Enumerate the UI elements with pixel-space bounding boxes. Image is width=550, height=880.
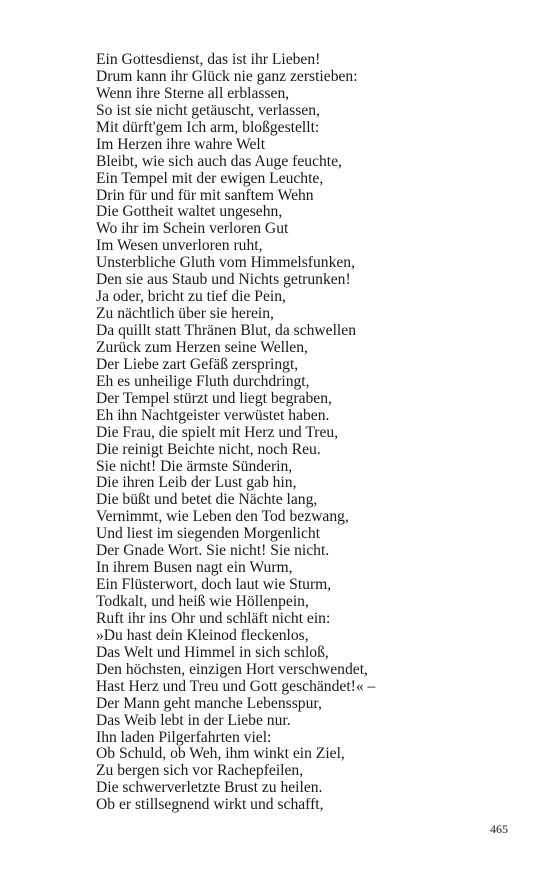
poem-line: Ruft ihr ins Ohr und schläft nicht ein: bbox=[96, 609, 331, 627]
poem-line: Hast Herz und Treu und Gott geschändet!« – bbox=[96, 677, 376, 695]
poem-line: Todkalt, und heiß wie Höllenpein, bbox=[96, 593, 309, 610]
poem-line: Drum kann ihr Glück nie ganz zerstieben: bbox=[96, 67, 358, 85]
poem-line: Mit dürft'gem Ich arm, bloßgestellt: bbox=[96, 118, 320, 136]
poem-line: Eh es unheilige Fluth durchdringt, bbox=[96, 372, 310, 390]
poem-line: Ein Flüsterwort, doch laut wie Sturm, bbox=[96, 576, 332, 594]
poem-line: Ob er stillsegnend wirkt und schafft, bbox=[96, 796, 324, 814]
poem-line: Der Gnade Wort. Sie nicht! Sie nicht. bbox=[96, 542, 330, 560]
poem-line: Die reinigt Beichte nicht, noch Reu. bbox=[96, 440, 321, 458]
poem-text bbox=[96, 52, 375, 814]
poem-line: Den sie aus Staub und Nichts getrunken! bbox=[96, 271, 351, 289]
poem-line: Ihn laden Pilgerfahrten viel: bbox=[96, 728, 272, 746]
poem-line: In ihrem Busen nagt ein Wurm, bbox=[96, 559, 293, 577]
poem-line: Ein Tempel mit der ewigen Leuchte, bbox=[96, 169, 324, 187]
poem-line: Bleibt, wie sich auch das Auge feuchte, bbox=[96, 152, 342, 170]
poem-line: Ob Schuld, ob Weh, ihm winkt ein Ziel, bbox=[96, 745, 345, 763]
poem-line: Die Gottheit waltet ungesehn, bbox=[96, 203, 283, 221]
poem-line: Die büßt und betet die Nächte lang, bbox=[96, 491, 318, 509]
poem-line: Sie nicht! Die ärmste Sünderin, bbox=[96, 457, 293, 475]
poem-line: Den höchsten, einzigen Hort verschwendet, bbox=[96, 660, 368, 678]
poem-line: Eh ihn Nachtgeister verwüstet haben. bbox=[96, 406, 330, 424]
poem-line: Unsterbliche Gluth vom Himmelsfunken, bbox=[96, 254, 355, 272]
page-number: 465 bbox=[490, 822, 508, 836]
poem-line: »Du hast dein Kleinod fleckenlos, bbox=[96, 626, 309, 644]
poem-line: Der Liebe zart Gefäß zerspringt, bbox=[96, 355, 299, 373]
poem-line: Das Weib lebt in der Liebe nur. bbox=[96, 711, 291, 729]
poem-line: Im Herzen ihre wahre Welt bbox=[96, 135, 266, 153]
poem-line: So ist sie nicht getäuscht, verlassen, bbox=[96, 101, 320, 119]
poem-line: Der Mann geht manche Lebensspur, bbox=[96, 694, 322, 712]
poem-line: Zurück zum Herzen seine Wellen, bbox=[96, 338, 308, 356]
poem-line: Zu bergen sich vor Rachepfeilen, bbox=[96, 762, 304, 780]
poem-line: Die ihren Leib der Lust gab hin, bbox=[96, 474, 297, 492]
poem-line: Die schwerverletzte Brust zu heilen. bbox=[96, 779, 323, 797]
poem-line: Drin für und für mit sanftem Wehn bbox=[96, 186, 314, 204]
poem-line: Zu nächtlich über sie herein, bbox=[96, 305, 274, 323]
poem-line: Ja oder, bricht zu tief die Pein, bbox=[96, 288, 286, 306]
poem-line: Da quillt statt Thränen Blut, da schwellen bbox=[96, 322, 356, 339]
poem-line: Wo ihr im Schein verloren Gut bbox=[96, 220, 289, 238]
poem-line: Ein Gottesdienst, das ist ihr Lieben! bbox=[96, 51, 321, 68]
poem-line: Die Frau, die spielt mit Herz und Treu, bbox=[96, 423, 339, 441]
poem-line: Der Tempel stürzt und liegt begraben, bbox=[96, 389, 332, 407]
poem-line: Das Welt und Himmel in sich schloß, bbox=[96, 643, 329, 661]
poem-line: Wenn ihre Sterne all erblassen, bbox=[96, 84, 290, 102]
poem-line: Vernimmt, wie Leben den Tod bezwang, bbox=[96, 508, 349, 526]
poem-line: Im Wesen unverloren ruht, bbox=[96, 237, 263, 255]
poem-line: Und liest im siegenden Morgenlicht bbox=[96, 525, 321, 543]
